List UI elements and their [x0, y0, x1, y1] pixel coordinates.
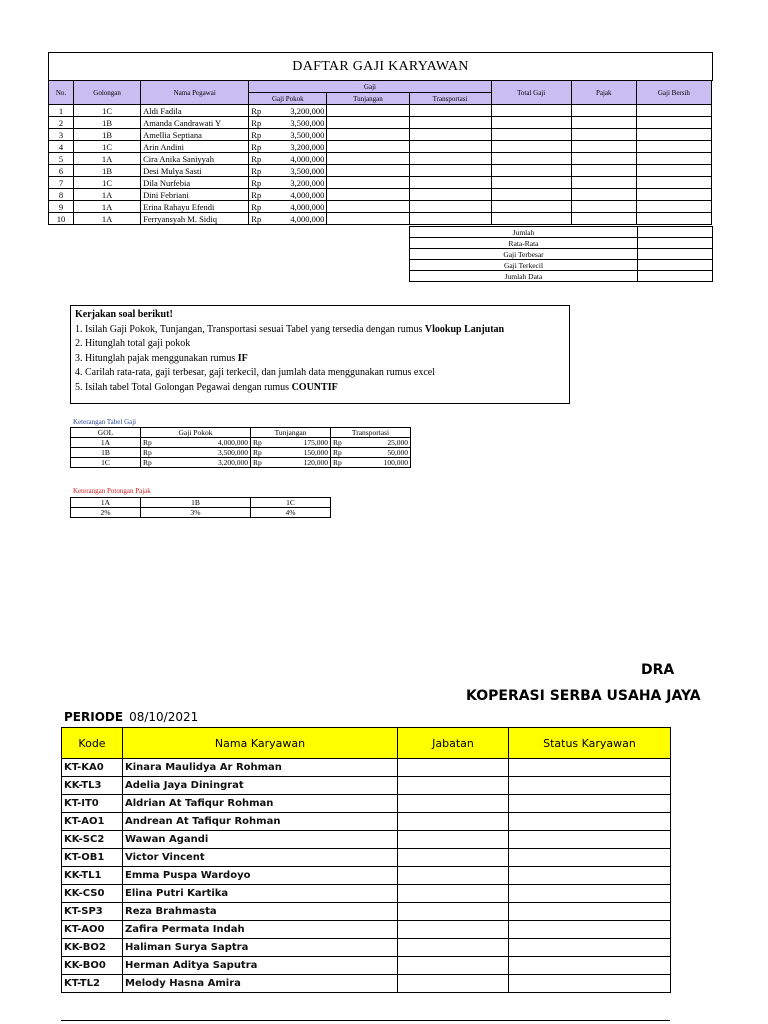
row-kode: KT-SP3: [62, 903, 123, 921]
currency-label: Rp: [251, 141, 262, 152]
row-nama-karyawan: Herman Aditya Saputra: [123, 957, 398, 975]
row-gaji-pokok-value: 3,500,000: [290, 165, 325, 176]
ket-transport-value: 100,000: [383, 457, 408, 467]
currency-label: Rp: [251, 129, 262, 140]
row-jabatan: [398, 867, 509, 885]
ket-gaji-header: GOL: [71, 428, 141, 438]
row-golongan: 1A: [74, 189, 141, 201]
row-jabatan: [398, 759, 509, 777]
row-no: 3: [49, 129, 74, 141]
row-gaji-pokok-value: 3,200,000: [290, 105, 325, 116]
table-row: [62, 759, 671, 777]
gaji-title: DAFTAR GAJI KARYAWAN: [48, 52, 713, 81]
row-nama-karyawan: Aldrian At Tafiqur Rohman: [123, 795, 398, 813]
row-status-karyawan: [509, 975, 671, 993]
currency-label: Rp: [251, 105, 262, 116]
row-jabatan: [398, 831, 509, 849]
currency-label: Rp: [253, 457, 262, 467]
currency-label: Rp: [143, 457, 152, 467]
row-jabatan: [398, 795, 509, 813]
row-no: 8: [49, 189, 74, 201]
ket-tunjangan-value: 120,000: [303, 457, 328, 467]
row-status-karyawan: [509, 885, 671, 903]
row-gaji-pokok-value: 4,000,000: [290, 213, 325, 224]
currency-label: Rp: [333, 437, 342, 447]
header-nama-karyawan: Nama Karyawan: [123, 728, 398, 759]
ket-pajak-title: Keterangan Potongan Pajak: [73, 487, 151, 495]
row-nama-karyawan: Melody Hasna Amira: [123, 975, 398, 993]
row-gaji-pokok-value: 3,200,000: [290, 177, 325, 188]
row-status-karyawan: [509, 777, 671, 795]
row-kode: KT-TL2: [62, 975, 123, 993]
header-status-karyawan: Status Karyawan: [509, 728, 671, 759]
row-nama-karyawan: Haliman Surya Saptra: [123, 939, 398, 957]
summary-label: Jumlah: [410, 227, 638, 238]
table-bottom-border: [61, 1020, 670, 1021]
table-row: [62, 975, 671, 993]
ket-tunjangan-value: 150,000: [303, 447, 328, 457]
row-kode: KT-AO0: [62, 921, 123, 939]
header-pajak: Pajak: [571, 81, 636, 105]
ket-gol: 1B: [71, 448, 141, 458]
row-golongan: 1B: [74, 117, 141, 129]
table-row: [62, 903, 671, 921]
row-status-karyawan: [509, 831, 671, 849]
row-status-karyawan: [509, 813, 671, 831]
ket-gaji-title: Keterangan Tabel Gaji: [73, 418, 137, 426]
table-row: [62, 921, 671, 939]
row-nama: Amellia Septiana: [141, 129, 249, 141]
header-gaji-pokok: Gaji Pokok: [249, 93, 327, 105]
ket-gaji-header: Gaji Pokok: [141, 428, 251, 438]
row-nama-karyawan: Adelia Jaya Diningrat: [123, 777, 398, 795]
currency-label: Rp: [143, 437, 152, 447]
row-kode: KK-BO2: [62, 939, 123, 957]
pajak-rate: 4%: [251, 508, 331, 518]
row-jabatan: [398, 903, 509, 921]
currency-label: Rp: [253, 437, 262, 447]
row-status-karyawan: [509, 903, 671, 921]
header-nama: Nama Pegawai: [141, 81, 249, 105]
row-no: 6: [49, 165, 74, 177]
row-golongan: 1A: [74, 153, 141, 165]
ket-gol: 1C: [71, 458, 141, 468]
row-status-karyawan: [509, 867, 671, 885]
instruction-text: 5. Isilah tabel Total Golongan Pegawai dengan rumus: [75, 381, 292, 393]
karyawan-table: [61, 727, 671, 993]
row-status-karyawan: [509, 759, 671, 777]
row-status-karyawan: [509, 957, 671, 975]
row-nama: Ferryansyah M. Sidiq: [141, 213, 249, 225]
row-no: 7: [49, 177, 74, 189]
currency-label: Rp: [143, 447, 152, 457]
currency-label: Rp: [251, 117, 262, 128]
row-kode: KT-AO1: [62, 813, 123, 831]
instruction-text: 1. Isilah Gaji Pokok, Tunjangan, Transportasi sesuai Tabel yang tersedia dengan rumus: [75, 323, 425, 335]
currency-label: Rp: [333, 447, 342, 457]
row-gaji-pokok-value: 3,200,000: [290, 141, 325, 152]
ket-tunjangan-value: 175,000: [303, 437, 328, 447]
instruction-text: 2. Hitunglah total gaji pokok: [75, 338, 191, 349]
row-gaji-pokok-value: 4,000,000: [290, 189, 325, 200]
currency-label: Rp: [251, 213, 262, 224]
instruction-text: 4. Carilah rata-rata, gaji terbesar, gaji terkecil, dan jumlah data menggunakan rumus excel: [75, 367, 436, 378]
header-transportasi: Transportasi: [409, 93, 491, 105]
summary-label: Gaji Terbesar: [410, 249, 638, 260]
header-kode: Kode: [62, 728, 123, 759]
row-kode: KK-TL3: [62, 777, 123, 795]
header-gaji-bersih: Gaji Bersih: [636, 81, 711, 105]
periode: [64, 710, 198, 724]
instruction-text: 3. Hitunglah pajak menggunakan rumus: [75, 352, 238, 364]
row-nama: Cira Anika Saniyyah: [141, 153, 249, 165]
header-total-gaji: Total Gaji: [491, 81, 571, 105]
header-gaji: Gaji: [249, 81, 491, 93]
currency-label: Rp: [251, 153, 262, 164]
table-row: [62, 957, 671, 975]
table-row: [62, 885, 671, 903]
row-status-karyawan: [509, 921, 671, 939]
row-kode: KK-CS0: [62, 885, 123, 903]
row-kode: KK-BO0: [62, 957, 123, 975]
currency-label: Rp: [253, 447, 262, 457]
row-kode: KT-OB1: [62, 849, 123, 867]
ket-pokok-value: 3,500,000: [218, 447, 248, 457]
row-kode: KK-SC2: [62, 831, 123, 849]
row-no: 10: [49, 213, 74, 225]
summary-label: Jumlah Data: [410, 271, 638, 282]
row-no: 9: [49, 201, 74, 213]
ket-transport-value: 50,000: [387, 447, 408, 457]
row-nama: Desi Mulya Sasti: [141, 165, 249, 177]
row-nama-karyawan: Emma Puspa Wardoyo: [123, 867, 398, 885]
row-jabatan: [398, 777, 509, 795]
table-row: [62, 777, 671, 795]
row-nama: Dini Febriani: [141, 189, 249, 201]
instruction-keyword: Vlookup Lanjutan: [424, 323, 505, 335]
ket-gaji-header: Tunjangan: [251, 428, 331, 438]
currency-label: Rp: [251, 201, 262, 212]
currency-label: Rp: [251, 165, 262, 176]
row-no: 1: [49, 105, 74, 117]
row-no: 2: [49, 117, 74, 129]
header-tunjangan: Tunjangan: [327, 93, 409, 105]
row-jabatan: [398, 957, 509, 975]
koperasi-heading-dr: DRA: [641, 662, 675, 678]
row-nama: Erina Rahayu Efendi: [141, 201, 249, 213]
row-nama-karyawan: Elina Putri Kartika: [123, 885, 398, 903]
periode-label: PERIODE: [64, 710, 124, 724]
row-nama-karyawan: Reza Brahmasta: [123, 903, 398, 921]
row-gaji-pokok-value: 3,500,000: [290, 117, 325, 128]
row-kode: KK-TL1: [62, 867, 123, 885]
pajak-rate: 3%: [141, 508, 251, 518]
row-nama-karyawan: Zafira Permata Indah: [123, 921, 398, 939]
instruction-keyword: COUNTIF: [291, 381, 338, 393]
row-no: 5: [49, 153, 74, 165]
pajak-rate: 2%: [71, 508, 141, 518]
ket-transport-value: 25,000: [387, 437, 408, 447]
header-golongan: Golongan: [74, 81, 141, 105]
row-golongan: 1B: [74, 129, 141, 141]
ket-gaji-header: Transportasi: [331, 428, 411, 438]
row-kode: KT-IT0: [62, 795, 123, 813]
currency-label: Rp: [251, 189, 262, 200]
row-jabatan: [398, 921, 509, 939]
row-nama-karyawan: Victor Vincent: [123, 849, 398, 867]
row-status-karyawan: [509, 795, 671, 813]
table-row: [62, 939, 671, 957]
pajak-gol: 1C: [251, 498, 331, 508]
row-kode: KT-KA0: [62, 759, 123, 777]
header-jabatan: Jabatan: [398, 728, 509, 759]
ket-pokok-value: 4,000,000: [218, 437, 248, 447]
table-row: [62, 813, 671, 831]
header-no: No.: [49, 81, 74, 105]
row-status-karyawan: [509, 849, 671, 867]
row-nama: Aldi Fadila: [141, 105, 249, 117]
currency-label: Rp: [333, 457, 342, 467]
currency-label: Rp: [251, 177, 262, 188]
table-row: [62, 831, 671, 849]
row-gaji-pokok-value: 4,000,000: [290, 153, 325, 164]
row-no: 4: [49, 141, 74, 153]
summary-label: Gaji Terkecil: [410, 260, 638, 271]
row-gaji-pokok-value: 3,500,000: [290, 129, 325, 140]
row-nama: Arin Andini: [141, 141, 249, 153]
row-golongan: 1C: [74, 141, 141, 153]
periode-value: 08/10/2021: [129, 710, 199, 724]
row-nama-karyawan: Andrean At Tafiqur Rohman: [123, 813, 398, 831]
row-golongan: 1B: [74, 165, 141, 177]
row-jabatan: [398, 885, 509, 903]
instruction-keyword: IF: [237, 352, 248, 364]
row-golongan: 1A: [74, 213, 141, 225]
table-row: [62, 849, 671, 867]
row-jabatan: [398, 975, 509, 993]
pajak-gol: 1A: [71, 498, 141, 508]
row-status-karyawan: [509, 939, 671, 957]
row-gaji-pokok-value: 4,000,000: [290, 201, 325, 212]
table-row: [62, 867, 671, 885]
table-row: [62, 795, 671, 813]
koperasi-title: KOPERASI SERBA USAHA JAYA: [466, 688, 701, 704]
summary-label: Rata-Rata: [410, 238, 638, 249]
row-golongan: 1C: [74, 177, 141, 189]
row-jabatan: [398, 813, 509, 831]
row-jabatan: [398, 939, 509, 957]
row-nama-karyawan: Wawan Agandi: [123, 831, 398, 849]
row-nama: Amanda Candrawati Y: [141, 117, 249, 129]
row-nama-karyawan: Kinara Maulidya Ar Rohman: [123, 759, 398, 777]
row-golongan: 1A: [74, 201, 141, 213]
instructions-title: Kerjakan soal berikut!: [75, 309, 173, 320]
row-jabatan: [398, 849, 509, 867]
row-nama: Dila Nurfebia: [141, 177, 249, 189]
pajak-gol: 1B: [141, 498, 251, 508]
row-golongan: 1C: [74, 105, 141, 117]
ket-pokok-value: 3,200,000: [218, 457, 248, 467]
ket-gol: 1A: [71, 438, 141, 448]
